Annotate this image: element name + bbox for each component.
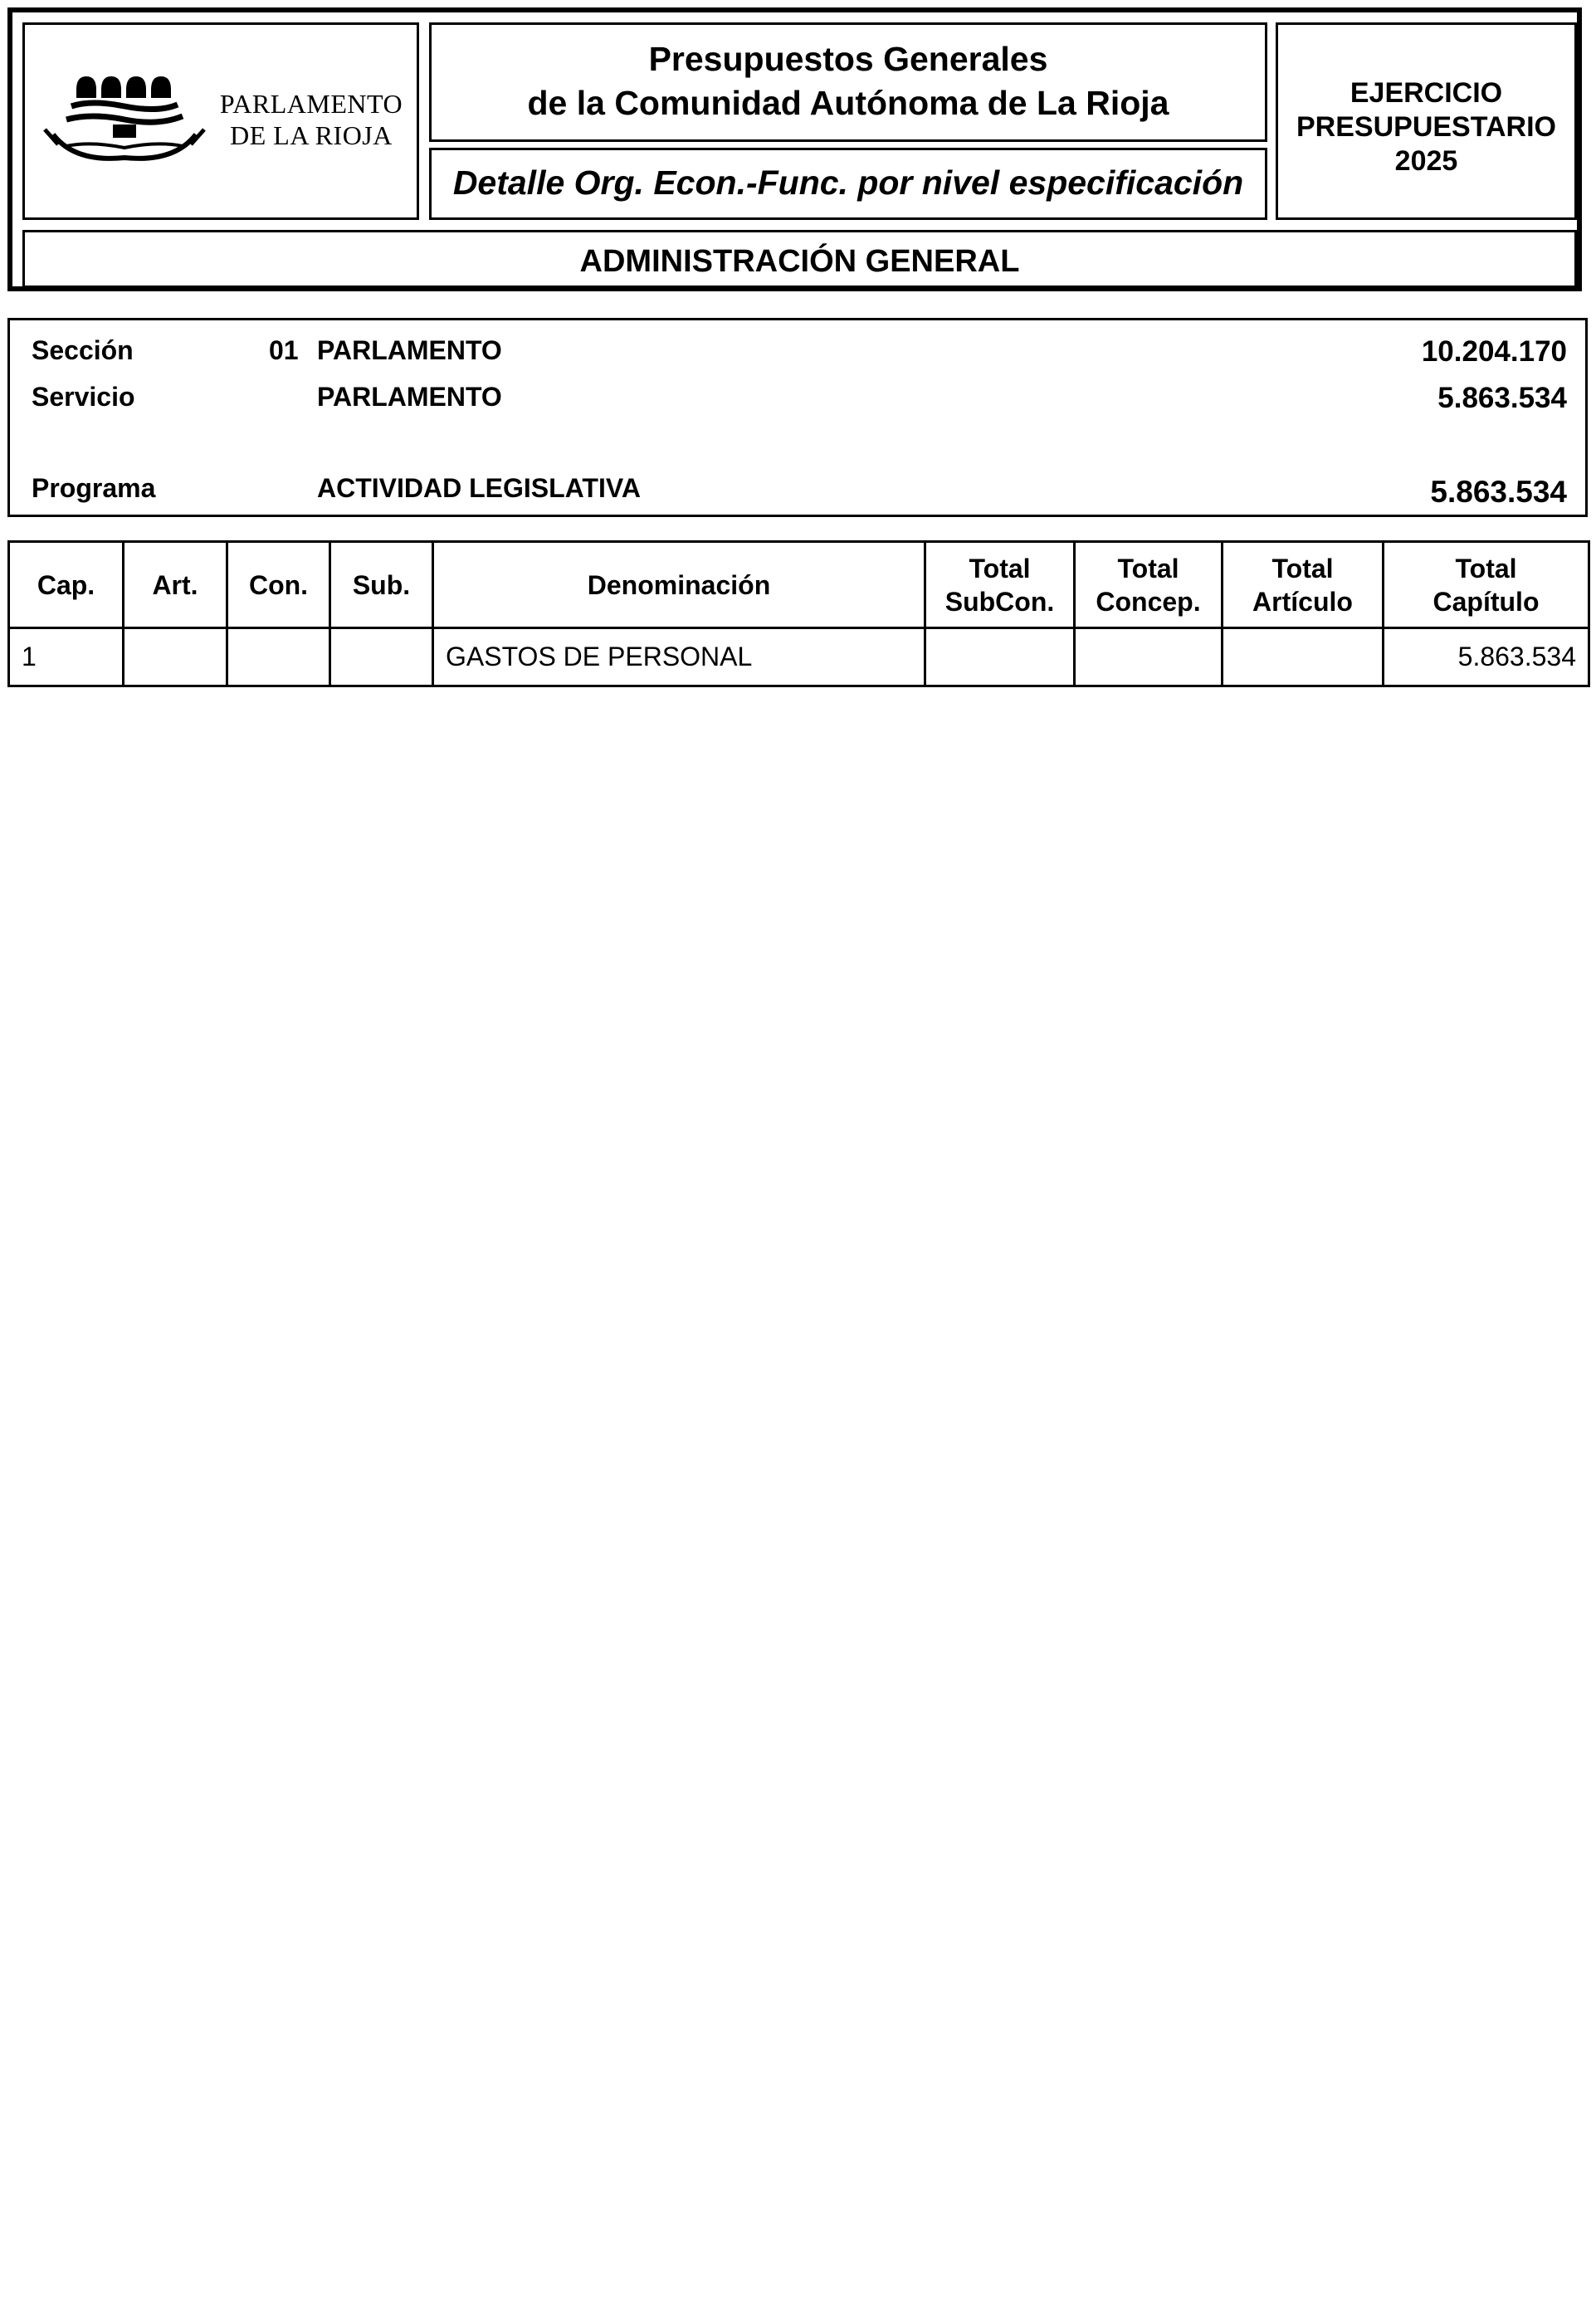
logo-box bbox=[22, 22, 419, 220]
cell-denominacion: GASTOS DE PERSONAL bbox=[433, 628, 925, 686]
cell-cap: 1 bbox=[9, 628, 124, 686]
col-header-total-subcon bbox=[925, 542, 1075, 628]
col-header-total-capitulo bbox=[1384, 542, 1589, 628]
fiscal-year-line2: PRESUPUESTARIO bbox=[1296, 111, 1556, 143]
title-box bbox=[429, 22, 1267, 142]
seccion-label: Sección bbox=[32, 335, 134, 365]
report-subtitle: Detalle Org. Econ.-Func. por nivel especificación bbox=[452, 164, 1244, 202]
col-header-total-articulo-line2: Artículo bbox=[1252, 586, 1353, 617]
cell-con bbox=[227, 628, 330, 686]
logo-text-line2: DE LA RIOJA bbox=[230, 120, 393, 150]
col-header-total-concep-line2: Concep. bbox=[1096, 586, 1201, 617]
report-header bbox=[7, 7, 1582, 291]
programa-amount: 5.863.534 bbox=[1430, 475, 1567, 509]
col-header-total-subcon-line2: SubCon. bbox=[944, 586, 1055, 617]
col-header-total-capitulo-line2: Capítulo bbox=[1432, 586, 1540, 617]
servicio-name: PARLAMENTO bbox=[317, 382, 502, 412]
fiscal-year-value: 2025 bbox=[1394, 145, 1458, 177]
cell-total-articulo bbox=[1223, 628, 1384, 686]
col-header-art: Art. bbox=[124, 542, 227, 628]
cell-art bbox=[124, 628, 227, 686]
budget-table bbox=[7, 540, 1590, 687]
title-line1: Presupuestos Generales bbox=[648, 40, 1048, 78]
cell-sub bbox=[330, 628, 433, 686]
col-header-sub: Sub. bbox=[330, 542, 433, 628]
col-header-con: Con. bbox=[227, 542, 330, 628]
servicio-amount: 5.863.534 bbox=[1437, 382, 1567, 414]
col-header-cap: Cap. bbox=[9, 542, 124, 628]
table-header-row bbox=[9, 542, 1589, 628]
programa-label: Programa bbox=[32, 473, 156, 503]
col-header-total-capitulo-line1: Total bbox=[1455, 553, 1517, 583]
section-info bbox=[7, 318, 1588, 517]
cell-total-capitulo: 5.863.534 bbox=[1384, 628, 1589, 686]
servicio-label: Servicio bbox=[32, 382, 135, 412]
col-header-total-concep bbox=[1075, 542, 1223, 628]
administration-box bbox=[22, 230, 1577, 288]
col-header-total-subcon-line1: Total bbox=[969, 553, 1031, 583]
cell-total-subcon bbox=[925, 628, 1075, 686]
seccion-code: 01 bbox=[269, 335, 299, 365]
fiscal-year-box bbox=[1276, 22, 1577, 220]
administration-title: ADMINISTRACIÓN GENERAL bbox=[579, 244, 1020, 279]
col-header-total-concep-line1: Total bbox=[1117, 553, 1179, 583]
parliament-emblem-icon bbox=[41, 65, 207, 173]
col-header-total-articulo-line1: Total bbox=[1271, 553, 1334, 583]
seccion-name: PARLAMENTO bbox=[317, 335, 502, 365]
programa-name: ACTIVIDAD LEGISLATIVA bbox=[317, 473, 641, 503]
fiscal-year-line1: EJERCICIO bbox=[1350, 77, 1503, 109]
table-row bbox=[9, 628, 1589, 686]
col-header-total-articulo bbox=[1223, 542, 1384, 628]
cell-total-concep bbox=[1075, 628, 1223, 686]
logo-text bbox=[209, 88, 413, 151]
col-header-denominacion: Denominación bbox=[433, 542, 925, 628]
seccion-amount: 10.204.170 bbox=[1421, 335, 1567, 368]
title-line2: de la Comunidad Autónoma de La Rioja bbox=[527, 84, 1169, 122]
subtitle-box bbox=[429, 148, 1267, 220]
logo-text-line1: PARLAMENTO bbox=[219, 89, 403, 119]
